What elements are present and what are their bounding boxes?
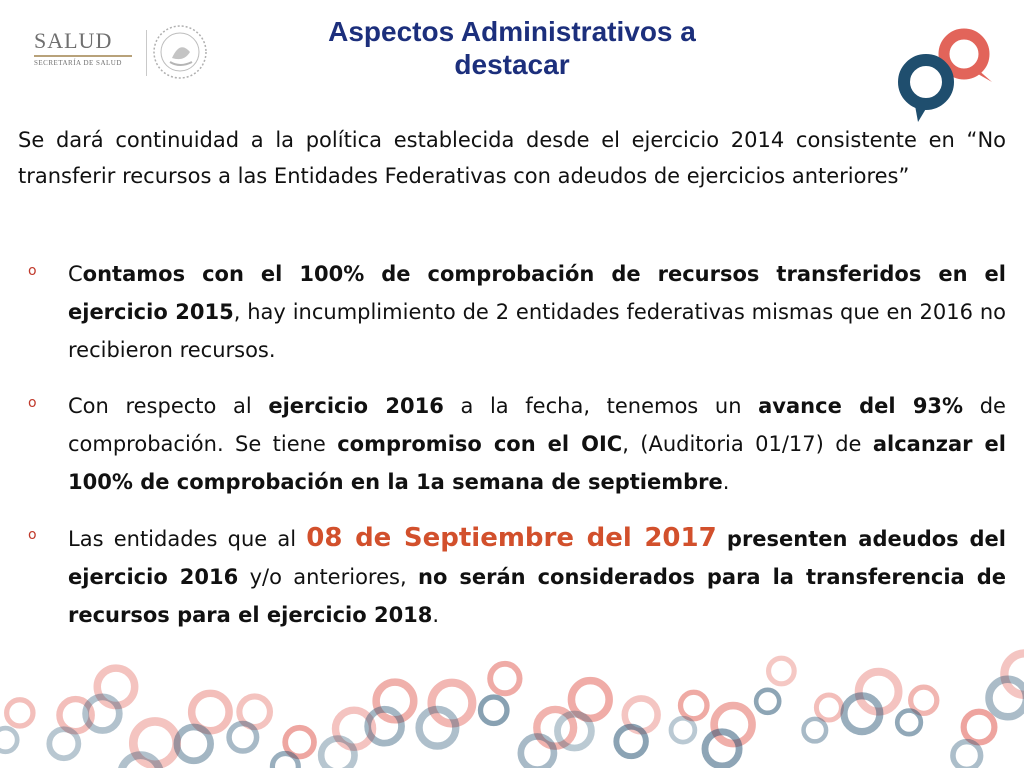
bullet-text-segment: C	[68, 262, 83, 286]
bullet-text-segment: avance del 93%	[758, 394, 964, 418]
secretaria-label: SECRETARÍA DE SALUD	[34, 59, 122, 67]
bullet-text-segment: ejercicio 2016	[268, 394, 444, 418]
pattern-ring-blue	[177, 727, 211, 761]
pattern-ring-red	[964, 712, 995, 743]
bullet-text-segment: a la fecha, tenemos un	[443, 394, 759, 418]
bullet-text-segment: Las entidades que al	[68, 527, 307, 551]
bullet-text-segment: presenten adeudos del ejercicio 2016	[68, 527, 1006, 589]
bullet-text-segment: alcanzar el 100% de comprobación en la 1a semana de septiembre	[68, 432, 1006, 494]
intro-paragraph: Se dará continuidad a la política establecida desde el ejercicio 2014 consistente en “No transferir recursos a las Entidades Federativas con adeudos de ejercicios anteriores”	[18, 128, 1006, 188]
bullet-text	[68, 255, 1006, 369]
bullet-text-segment: 08 de Septiembre del 2017	[306, 523, 717, 553]
salud-logo	[34, 30, 134, 67]
title-line-2: destacar	[454, 49, 570, 80]
pattern-ring-red	[490, 664, 519, 693]
bullet-text-segment: ontamos con el 100% de comprobación de recursos transferidos en el ejercicio 2015	[68, 262, 1006, 324]
pattern-ring-blue	[804, 719, 827, 742]
pattern-ring-blue	[0, 728, 17, 752]
bullet-list	[24, 255, 1006, 652]
pattern-ring-red	[769, 658, 795, 684]
pattern-ring-blue	[897, 711, 921, 735]
pattern-ring-red	[680, 692, 707, 719]
pattern-ring-red	[816, 695, 841, 720]
bullet-text-segment: no serán considerados para la transferencia de recursos para el ejercicio 2018	[68, 565, 1006, 627]
bullet-text-segment: , (Auditoria 01/17) de	[622, 432, 873, 456]
page-title	[250, 15, 774, 81]
pattern-ring-red	[7, 700, 33, 726]
bullet-text-segment: Con respecto al	[68, 394, 269, 418]
bullet-text-segment: de comprobación. Se tiene	[68, 394, 1006, 456]
bullet-marker: o	[28, 395, 37, 411]
bullet-text-segment: , hay incumplimiento de 2 entidades federativas mismas que en 2016 no recibieron recursos.	[68, 300, 1006, 362]
salud-wordmark: SALUD	[34, 28, 113, 53]
bullet-item-1	[24, 255, 1006, 369]
pattern-ring-blue	[49, 729, 78, 758]
bullet-item-2	[24, 387, 1006, 501]
bullet-marker: o	[28, 527, 37, 543]
salud-rule	[34, 55, 132, 57]
logo-divider	[146, 30, 147, 76]
pattern-ring-blue	[521, 736, 554, 768]
title-line-1: Aspectos Administrativos a	[328, 16, 696, 47]
speech-bubble-logo-icon	[888, 24, 1000, 124]
bullet-text	[68, 519, 1006, 634]
pattern-ring-blue	[272, 754, 298, 768]
pattern-ring-blue	[756, 690, 779, 713]
bullet-marker: o	[28, 263, 37, 279]
decorative-pattern	[0, 628, 1024, 768]
bullet-text-segment	[717, 527, 727, 551]
bullet-text-segment: .	[432, 603, 440, 627]
bullet-text-segment: compromiso con el OIC	[337, 432, 623, 456]
pattern-ring-blue	[671, 718, 695, 742]
pattern-ring-blue	[480, 697, 506, 723]
bullet-item-3	[24, 519, 1006, 634]
bullet-text	[68, 387, 1006, 501]
pattern-ring-blue	[953, 742, 981, 768]
mexico-seal-icon	[150, 22, 210, 82]
pattern-ring-blue	[229, 724, 257, 752]
bullet-text-segment: .	[722, 470, 730, 494]
bullet-text-segment: y/o anteriores,	[238, 565, 418, 589]
